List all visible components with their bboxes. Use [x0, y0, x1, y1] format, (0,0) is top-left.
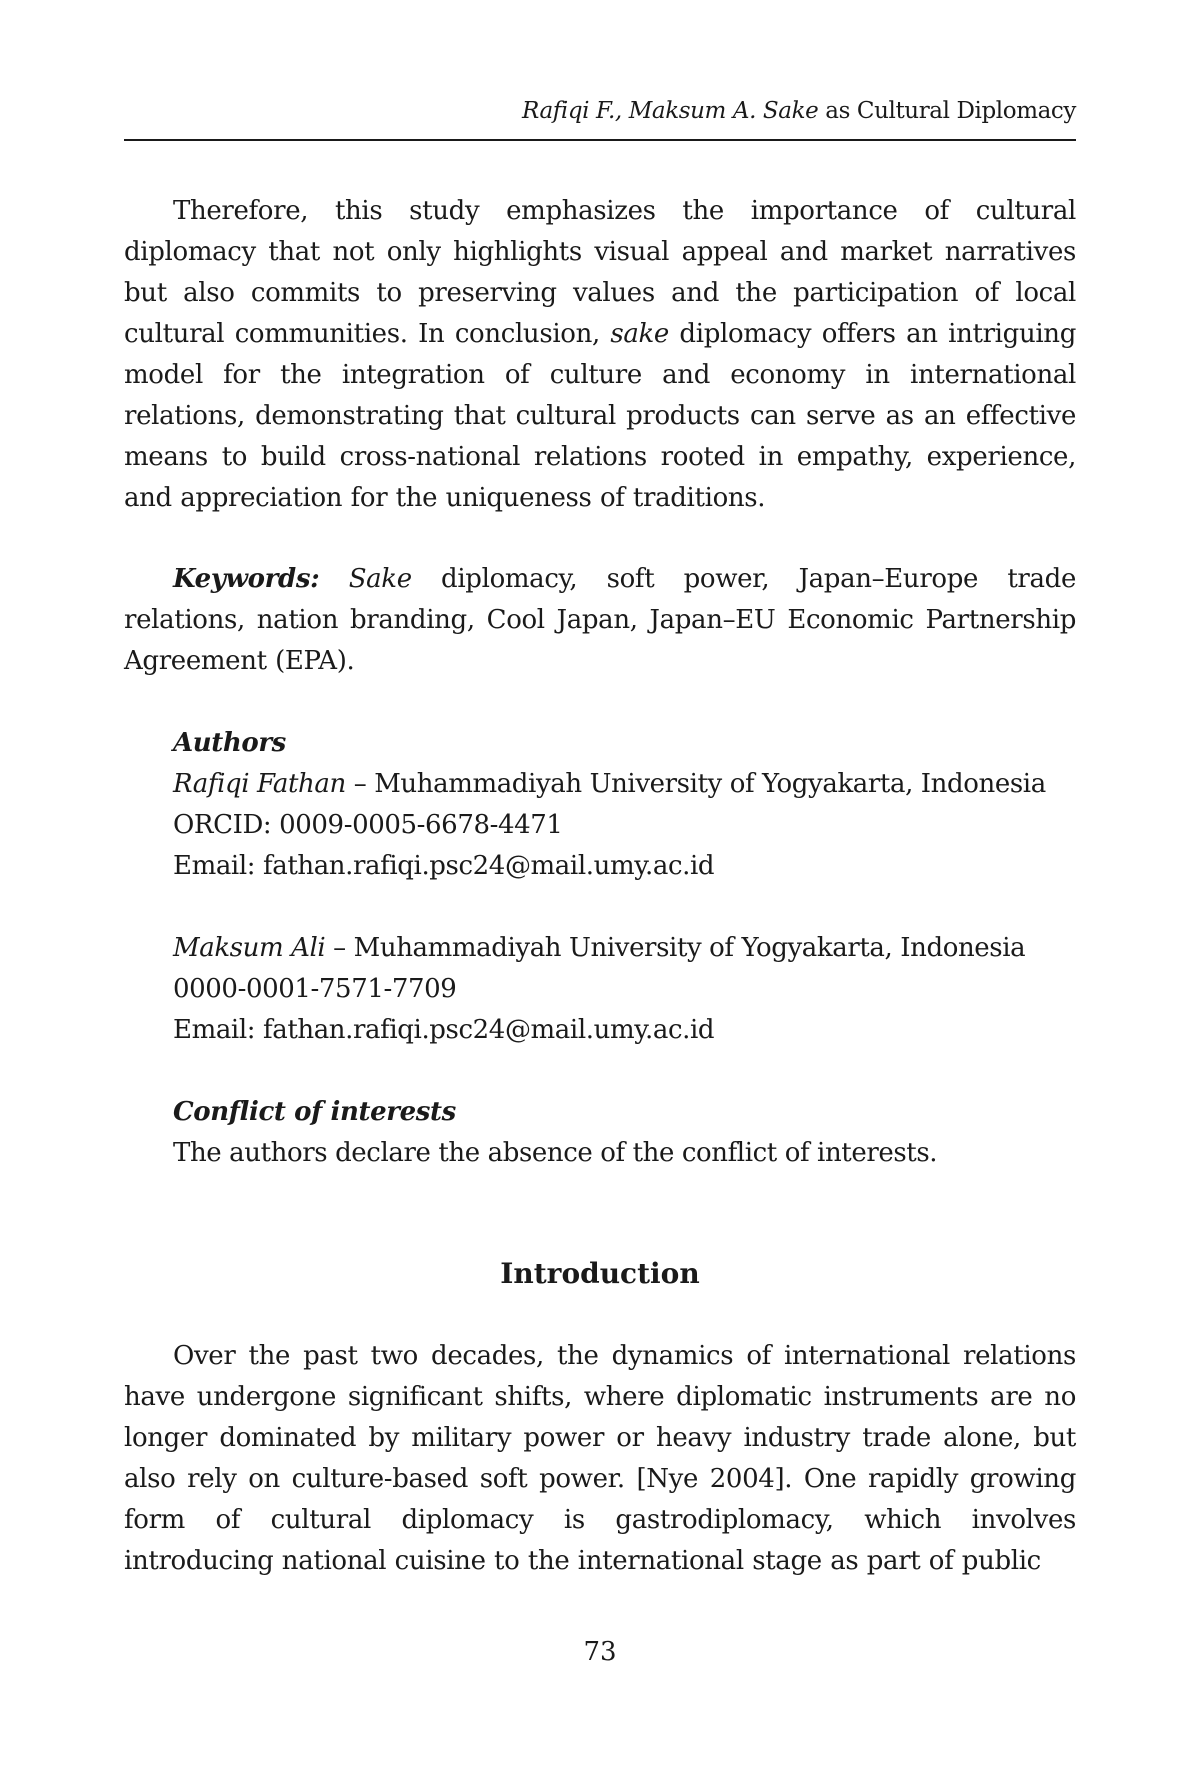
running-header-title-italic: Sake: [762, 98, 819, 124]
authors-section: [173, 723, 1076, 887]
author-1-affiliation: – Muhammadiyah University of Yogyakarta, Indonesia: [345, 769, 1046, 799]
page-number: 73: [583, 1637, 617, 1667]
authors-heading: Authors: [173, 728, 286, 758]
page: [124, 0, 1076, 1780]
conflict-section: [173, 1092, 1076, 1174]
keywords-label: Keywords:: [173, 564, 320, 594]
conflict-heading: Conflict of interests: [173, 1097, 456, 1127]
author-2-orcid: 0000-0001-7571-7709: [173, 974, 457, 1004]
author-2-line: [173, 928, 1076, 969]
abstract-text-part2: diplomacy offers an intriguing model for the integration of culture and economy in international relations, demonstrating that cultural products can serve as an effective means to build cross-national relations rooted in empathy, experience, and appreciation for the uniqueness of traditions.: [124, 319, 1076, 513]
abstract-paragraph: [124, 191, 1076, 519]
running-header-title: as Cultural Diplomacy: [818, 98, 1076, 124]
author-1-name: Rafiqi Fathan: [173, 769, 346, 799]
running-header-authors: Rafiqi F., Maksum A.: [522, 98, 756, 124]
author-2-email: Email: fathan.rafiqi.psc24@mail.umy.ac.id: [173, 1015, 715, 1045]
author-2-section: [173, 928, 1076, 1051]
abstract-text-part1: Therefore, this study emphasizes the importance of cultural diplomacy that not only highlights visual appeal and market narratives but also commits to preserving values and the participation of local cultural communities. In conclusion,: [124, 196, 1076, 349]
conflict-text: The authors declare the absence of the conflict of interests.: [173, 1138, 938, 1168]
author-2-affiliation: – Muhammadiyah University of Yogyakarta, Indonesia: [325, 933, 1026, 963]
author-1-line: [173, 764, 1076, 805]
abstract-italic-word: sake: [610, 319, 669, 349]
keywords-paragraph: [124, 559, 1076, 682]
header-rule: [124, 139, 1076, 141]
author-1-email: Email: fathan.rafiqi.psc24@mail.umy.ac.id: [173, 851, 715, 881]
author-1-orcid: ORCID: 0009-0005-6678-4471: [173, 810, 563, 840]
keywords-text: diplomacy, soft power, Japan–Europe trade relations, nation branding, Cool Japan, Japan–EU Economic Partnership Agreement (EPA).: [124, 564, 1076, 676]
running-header: [522, 96, 1076, 126]
introduction-heading: Introduction: [500, 1257, 700, 1290]
keywords-italic-word: Sake: [348, 564, 412, 594]
author-2-name: Maksum Ali: [173, 933, 326, 963]
introduction-paragraph: Over the past two decades, the dynamics of international relations have undergone significant shifts, where diplomatic instruments are no longer dominated by military power or heavy industry trade alone, but also rely on culture-based soft power. [Nye 2004]. One rapidly growing form of cultural diplomacy is gastrodiplomacy, which involves introducing national cuisine to the international stage as part of public: [124, 1341, 1076, 1576]
